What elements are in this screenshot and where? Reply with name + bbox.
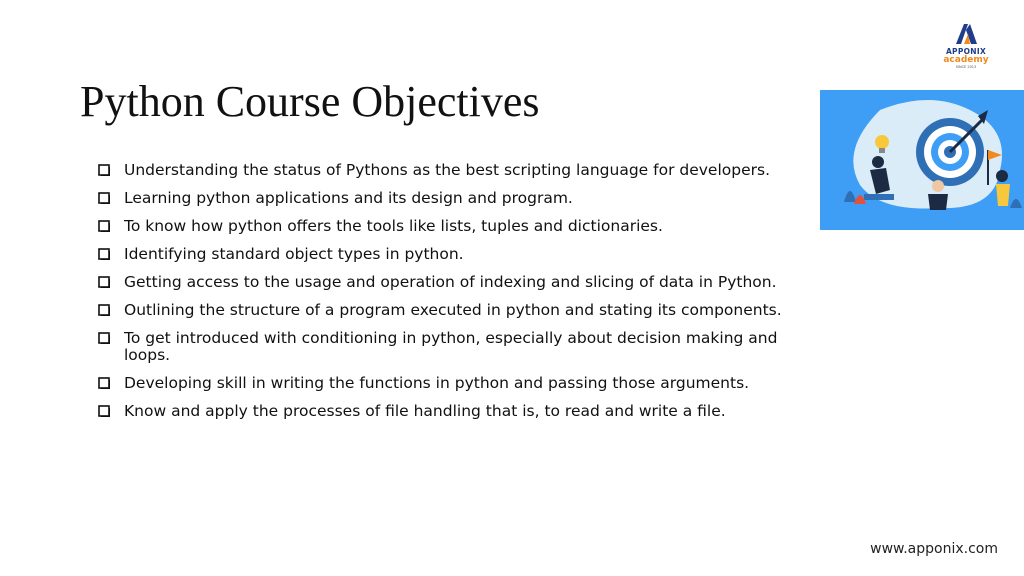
hollow-square-bullet-icon bbox=[98, 164, 110, 176]
objective-text: Learning python applications and its design and program. bbox=[124, 189, 573, 207]
objectives-list bbox=[98, 162, 798, 431]
footer-website-url: www.apponix.com bbox=[870, 541, 998, 557]
objective-text: Understanding the status of Pythons as the best scripting language for developers. bbox=[124, 161, 771, 179]
hollow-square-bullet-icon bbox=[98, 192, 110, 204]
target-illustration-art bbox=[820, 90, 1024, 230]
target-goal-illustration bbox=[820, 90, 1024, 230]
apponix-logo-icon bbox=[952, 22, 980, 46]
objective-item bbox=[98, 274, 798, 291]
apponix-logo bbox=[926, 22, 1006, 74]
hollow-square-bullet-icon bbox=[98, 332, 110, 344]
objective-item bbox=[98, 218, 798, 235]
objective-text: To know how python offers the tools like lists, tuples and dictionaries. bbox=[124, 217, 663, 235]
slide-title: Python Course Objectives bbox=[80, 77, 540, 126]
objective-text: Getting access to the usage and operation of indexing and slicing of data in Python. bbox=[124, 273, 777, 291]
objective-text: Developing skill in writing the functions in python and passing those arguments. bbox=[124, 374, 750, 392]
hollow-square-bullet-icon bbox=[98, 377, 110, 389]
objective-text: To get introduced with conditioning in python, especially about decision making and loops. bbox=[124, 329, 778, 364]
objective-text: Outlining the structure of a program executed in python and stating its components. bbox=[124, 301, 782, 319]
hollow-square-bullet-icon bbox=[98, 304, 110, 316]
hollow-square-bullet-icon bbox=[98, 276, 110, 288]
logo-subtitle: academy bbox=[943, 55, 989, 65]
logo-brand-name: APPONIX bbox=[945, 47, 987, 56]
objective-item bbox=[98, 375, 798, 392]
hollow-square-bullet-icon bbox=[98, 220, 110, 232]
hollow-square-bullet-icon bbox=[98, 248, 110, 260]
objective-text: Identifying standard object types in python. bbox=[124, 245, 464, 263]
objective-text: Know and apply the processes of file handling that is, to read and write a file. bbox=[124, 402, 726, 420]
objective-item bbox=[98, 302, 798, 319]
objective-item bbox=[98, 330, 798, 364]
hollow-square-bullet-icon bbox=[98, 405, 110, 417]
objective-item bbox=[98, 403, 798, 420]
objective-item bbox=[98, 190, 798, 207]
objective-item bbox=[98, 162, 798, 179]
objective-item bbox=[98, 246, 798, 263]
logo-since: SINCE 2013 bbox=[955, 65, 977, 69]
